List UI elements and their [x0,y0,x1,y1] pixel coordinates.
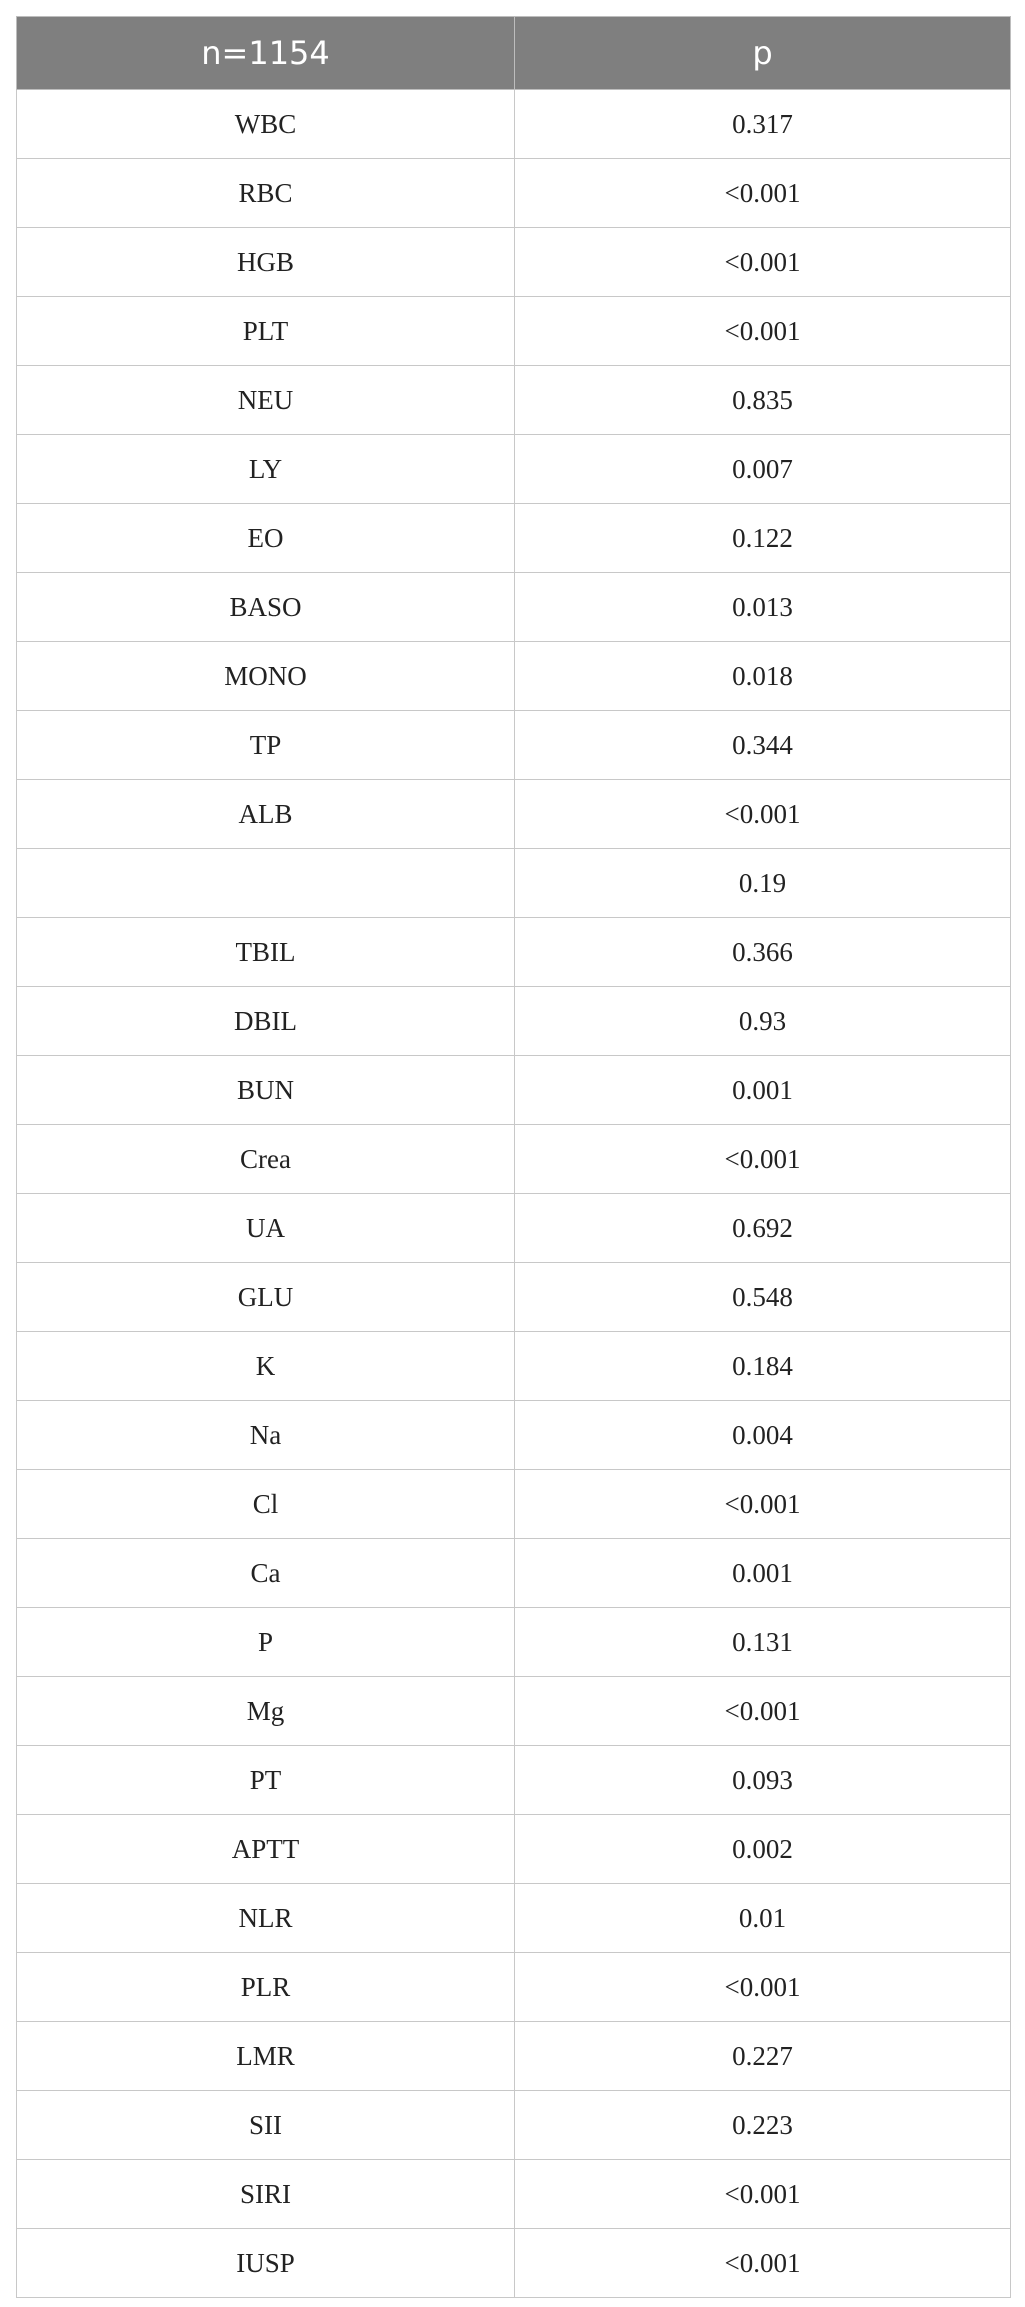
p-value-cell: <0.001 [515,1125,1011,1194]
variable-cell: Crea [17,1125,515,1194]
variable-cell: BASO [17,573,515,642]
p-value-cell: 0.018 [515,642,1011,711]
p-value-cell: 0.317 [515,90,1011,159]
variable-cell: MONO [17,642,515,711]
variable-cell: Mg [17,1677,515,1746]
table-row [17,2229,1011,2298]
table-row [17,1056,1011,1125]
table-row [17,435,1011,504]
table-row [17,297,1011,366]
table-row [17,1608,1011,1677]
variable-cell: APTT [17,1815,515,1884]
p-value-cell: 0.01 [515,1884,1011,1953]
variable-cell: PT [17,1746,515,1815]
header-p: p [515,17,1011,90]
variable-cell: HGB [17,228,515,297]
table-row [17,1746,1011,1815]
table-row [17,1332,1011,1401]
variable-cell: GLU [17,1263,515,1332]
table-row [17,918,1011,987]
variable-cell: NLR [17,1884,515,1953]
p-value-cell: 0.007 [515,435,1011,504]
p-value-cell: <0.001 [515,780,1011,849]
p-value-cell: <0.001 [515,228,1011,297]
variable-cell: P [17,1608,515,1677]
table-row [17,1815,1011,1884]
table-row [17,987,1011,1056]
variable-cell: PLR [17,1953,515,2022]
variable-cell: K [17,1332,515,1401]
variable-cell: LMR [17,2022,515,2091]
variable-cell: WBC [17,90,515,159]
table-row [17,159,1011,228]
p-value-table [16,16,1011,2298]
table-row [17,1677,1011,1746]
variable-cell: TBIL [17,918,515,987]
table-row [17,2091,1011,2160]
table-row [17,642,1011,711]
variable-cell: ALB [17,780,515,849]
variable-cell: DBIL [17,987,515,1056]
table-row [17,2160,1011,2229]
p-value-cell: <0.001 [515,2160,1011,2229]
table-header-row [17,17,1011,90]
table-body [17,90,1011,2298]
table-row [17,573,1011,642]
table-row [17,504,1011,573]
table-row [17,2022,1011,2091]
p-value-cell: <0.001 [515,2229,1011,2298]
p-value-cell: 0.19 [515,849,1011,918]
variable-cell: LY [17,435,515,504]
p-value-cell: 0.002 [515,1815,1011,1884]
p-value-cell: 0.223 [515,2091,1011,2160]
p-value-cell: 0.122 [515,504,1011,573]
variable-cell: TP [17,711,515,780]
variable-cell: SII [17,2091,515,2160]
table-row [17,1125,1011,1194]
p-value-cell: 0.227 [515,2022,1011,2091]
p-value-cell: <0.001 [515,1677,1011,1746]
variable-cell: BUN [17,1056,515,1125]
p-value-cell: 0.835 [515,366,1011,435]
results-table-container [16,16,1010,2298]
p-value-cell: 0.366 [515,918,1011,987]
variable-cell: Cl [17,1470,515,1539]
p-value-cell: 0.093 [515,1746,1011,1815]
variable-cell: Ca [17,1539,515,1608]
table-row [17,1401,1011,1470]
table-row [17,1470,1011,1539]
table-row [17,849,1011,918]
table-row [17,366,1011,435]
variable-cell: NEU [17,366,515,435]
p-value-cell: <0.001 [515,1470,1011,1539]
table-row [17,1539,1011,1608]
variable-cell: RBC [17,159,515,228]
header-variable: n=1154 [17,17,515,90]
table-row [17,1194,1011,1263]
p-value-cell: <0.001 [515,159,1011,228]
variable-cell: EO [17,504,515,573]
p-value-cell: 0.001 [515,1539,1011,1608]
table-row [17,90,1011,159]
p-value-cell: 0.692 [515,1194,1011,1263]
variable-cell: SIRI [17,2160,515,2229]
variable-cell: IUSP [17,2229,515,2298]
variable-cell: PLT [17,297,515,366]
p-value-cell: 0.184 [515,1332,1011,1401]
p-value-cell: 0.001 [515,1056,1011,1125]
table-row [17,780,1011,849]
p-value-cell: <0.001 [515,297,1011,366]
table-row [17,228,1011,297]
variable-cell: UA [17,1194,515,1263]
p-value-cell: 0.131 [515,1608,1011,1677]
p-value-cell: 0.548 [515,1263,1011,1332]
p-value-cell: <0.001 [515,1953,1011,2022]
variable-cell: Na [17,1401,515,1470]
p-value-cell: 0.93 [515,987,1011,1056]
p-value-cell: 0.344 [515,711,1011,780]
p-value-cell: 0.013 [515,573,1011,642]
table-row [17,1263,1011,1332]
p-value-cell: 0.004 [515,1401,1011,1470]
variable-cell [17,849,515,918]
table-row [17,1884,1011,1953]
table-row [17,1953,1011,2022]
table-row [17,711,1011,780]
